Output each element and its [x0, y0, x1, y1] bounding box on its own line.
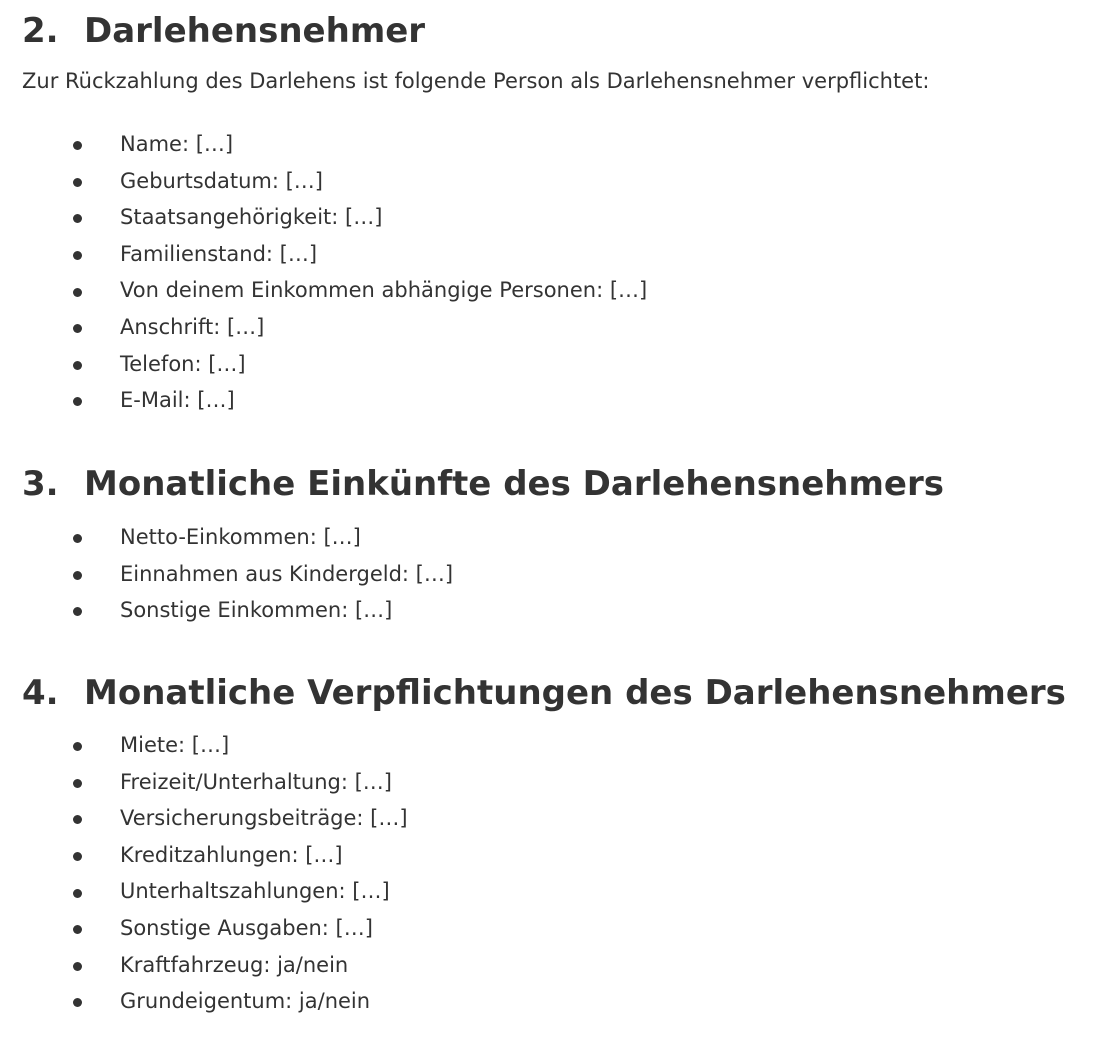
- bullet-icon: [73, 361, 82, 370]
- section-number: 3.: [22, 464, 59, 504]
- list-item-label: E-Mail: […]: [120, 388, 235, 413]
- bullet-icon: [73, 571, 82, 580]
- list-item-label: Staatsangehörigkeit: […]: [120, 205, 383, 230]
- list-item-label: Einnahmen aus Kindergeld: […]: [120, 561, 454, 586]
- section-heading-darlehensnehmer: [22, 11, 425, 51]
- section-intro: Zur Rückzahlung des Darlehens ist folgende Person als Darlehensnehmer verpflichtet:: [22, 69, 930, 93]
- list-item-label: Name: […]: [120, 132, 234, 156]
- section-heading-einkuenfte: [22, 464, 944, 504]
- list-item-label: Anschrift: […]: [120, 314, 265, 339]
- bullet-icon: [73, 214, 82, 223]
- bullet-icon: [73, 534, 82, 543]
- section-number: 2.: [22, 11, 59, 51]
- bullet-icon: [73, 251, 82, 260]
- list-item-label: Miete: […]: [120, 733, 230, 757]
- bullet-icon: [73, 779, 82, 788]
- list-item-label: Freizeit/Unterhaltung: […]: [120, 769, 392, 794]
- bullet-icon: [73, 998, 82, 1007]
- list-item-label: Unterhaltszahlungen: […]: [120, 879, 390, 904]
- bullet-icon: [73, 742, 82, 751]
- bullet-icon: [73, 288, 82, 297]
- list-item-label: Grundeigentum: ja/nein: [120, 989, 371, 1014]
- bullet-icon: [73, 178, 82, 187]
- bullet-icon: [73, 889, 82, 898]
- bullet-icon: [73, 324, 82, 333]
- list-item-label: Telefon: […]: [120, 351, 246, 376]
- bullet-icon: [73, 962, 82, 971]
- bullet-icon: [73, 397, 82, 406]
- section-heading-verpflichtungen: [22, 673, 1066, 713]
- section-number: 4.: [22, 673, 59, 713]
- section-title: Monatliche Einkünfte des Darlehensnehmers: [84, 464, 944, 504]
- bullet-icon: [73, 852, 82, 861]
- section-title: Monatliche Verpflichtungen des Darlehensnehmers: [84, 673, 1066, 713]
- list-item-label: Sonstige Ausgaben: […]: [120, 915, 373, 940]
- bullet-icon: [73, 925, 82, 934]
- list-item-label: Versicherungsbeiträge: […]: [120, 806, 408, 831]
- list-item-label: Kreditzahlungen: […]: [120, 842, 343, 867]
- bullet-icon: [73, 815, 82, 824]
- bullet-icon: [73, 607, 82, 616]
- section-title: Darlehensnehmer: [84, 11, 426, 51]
- bullet-icon: [73, 141, 82, 150]
- list-item-label: Von deinem Einkommen abhängige Personen: […]: [120, 278, 648, 303]
- list-item-label: Geburtsdatum: […]: [120, 168, 323, 193]
- list-item-label: Kraftfahrzeug: ja/nein: [120, 952, 349, 977]
- list-item-label: Netto-Einkommen: […]: [120, 525, 361, 549]
- list-item-label: Familienstand: […]: [120, 241, 318, 266]
- list-item-label: Sonstige Einkommen: […]: [120, 598, 393, 623]
